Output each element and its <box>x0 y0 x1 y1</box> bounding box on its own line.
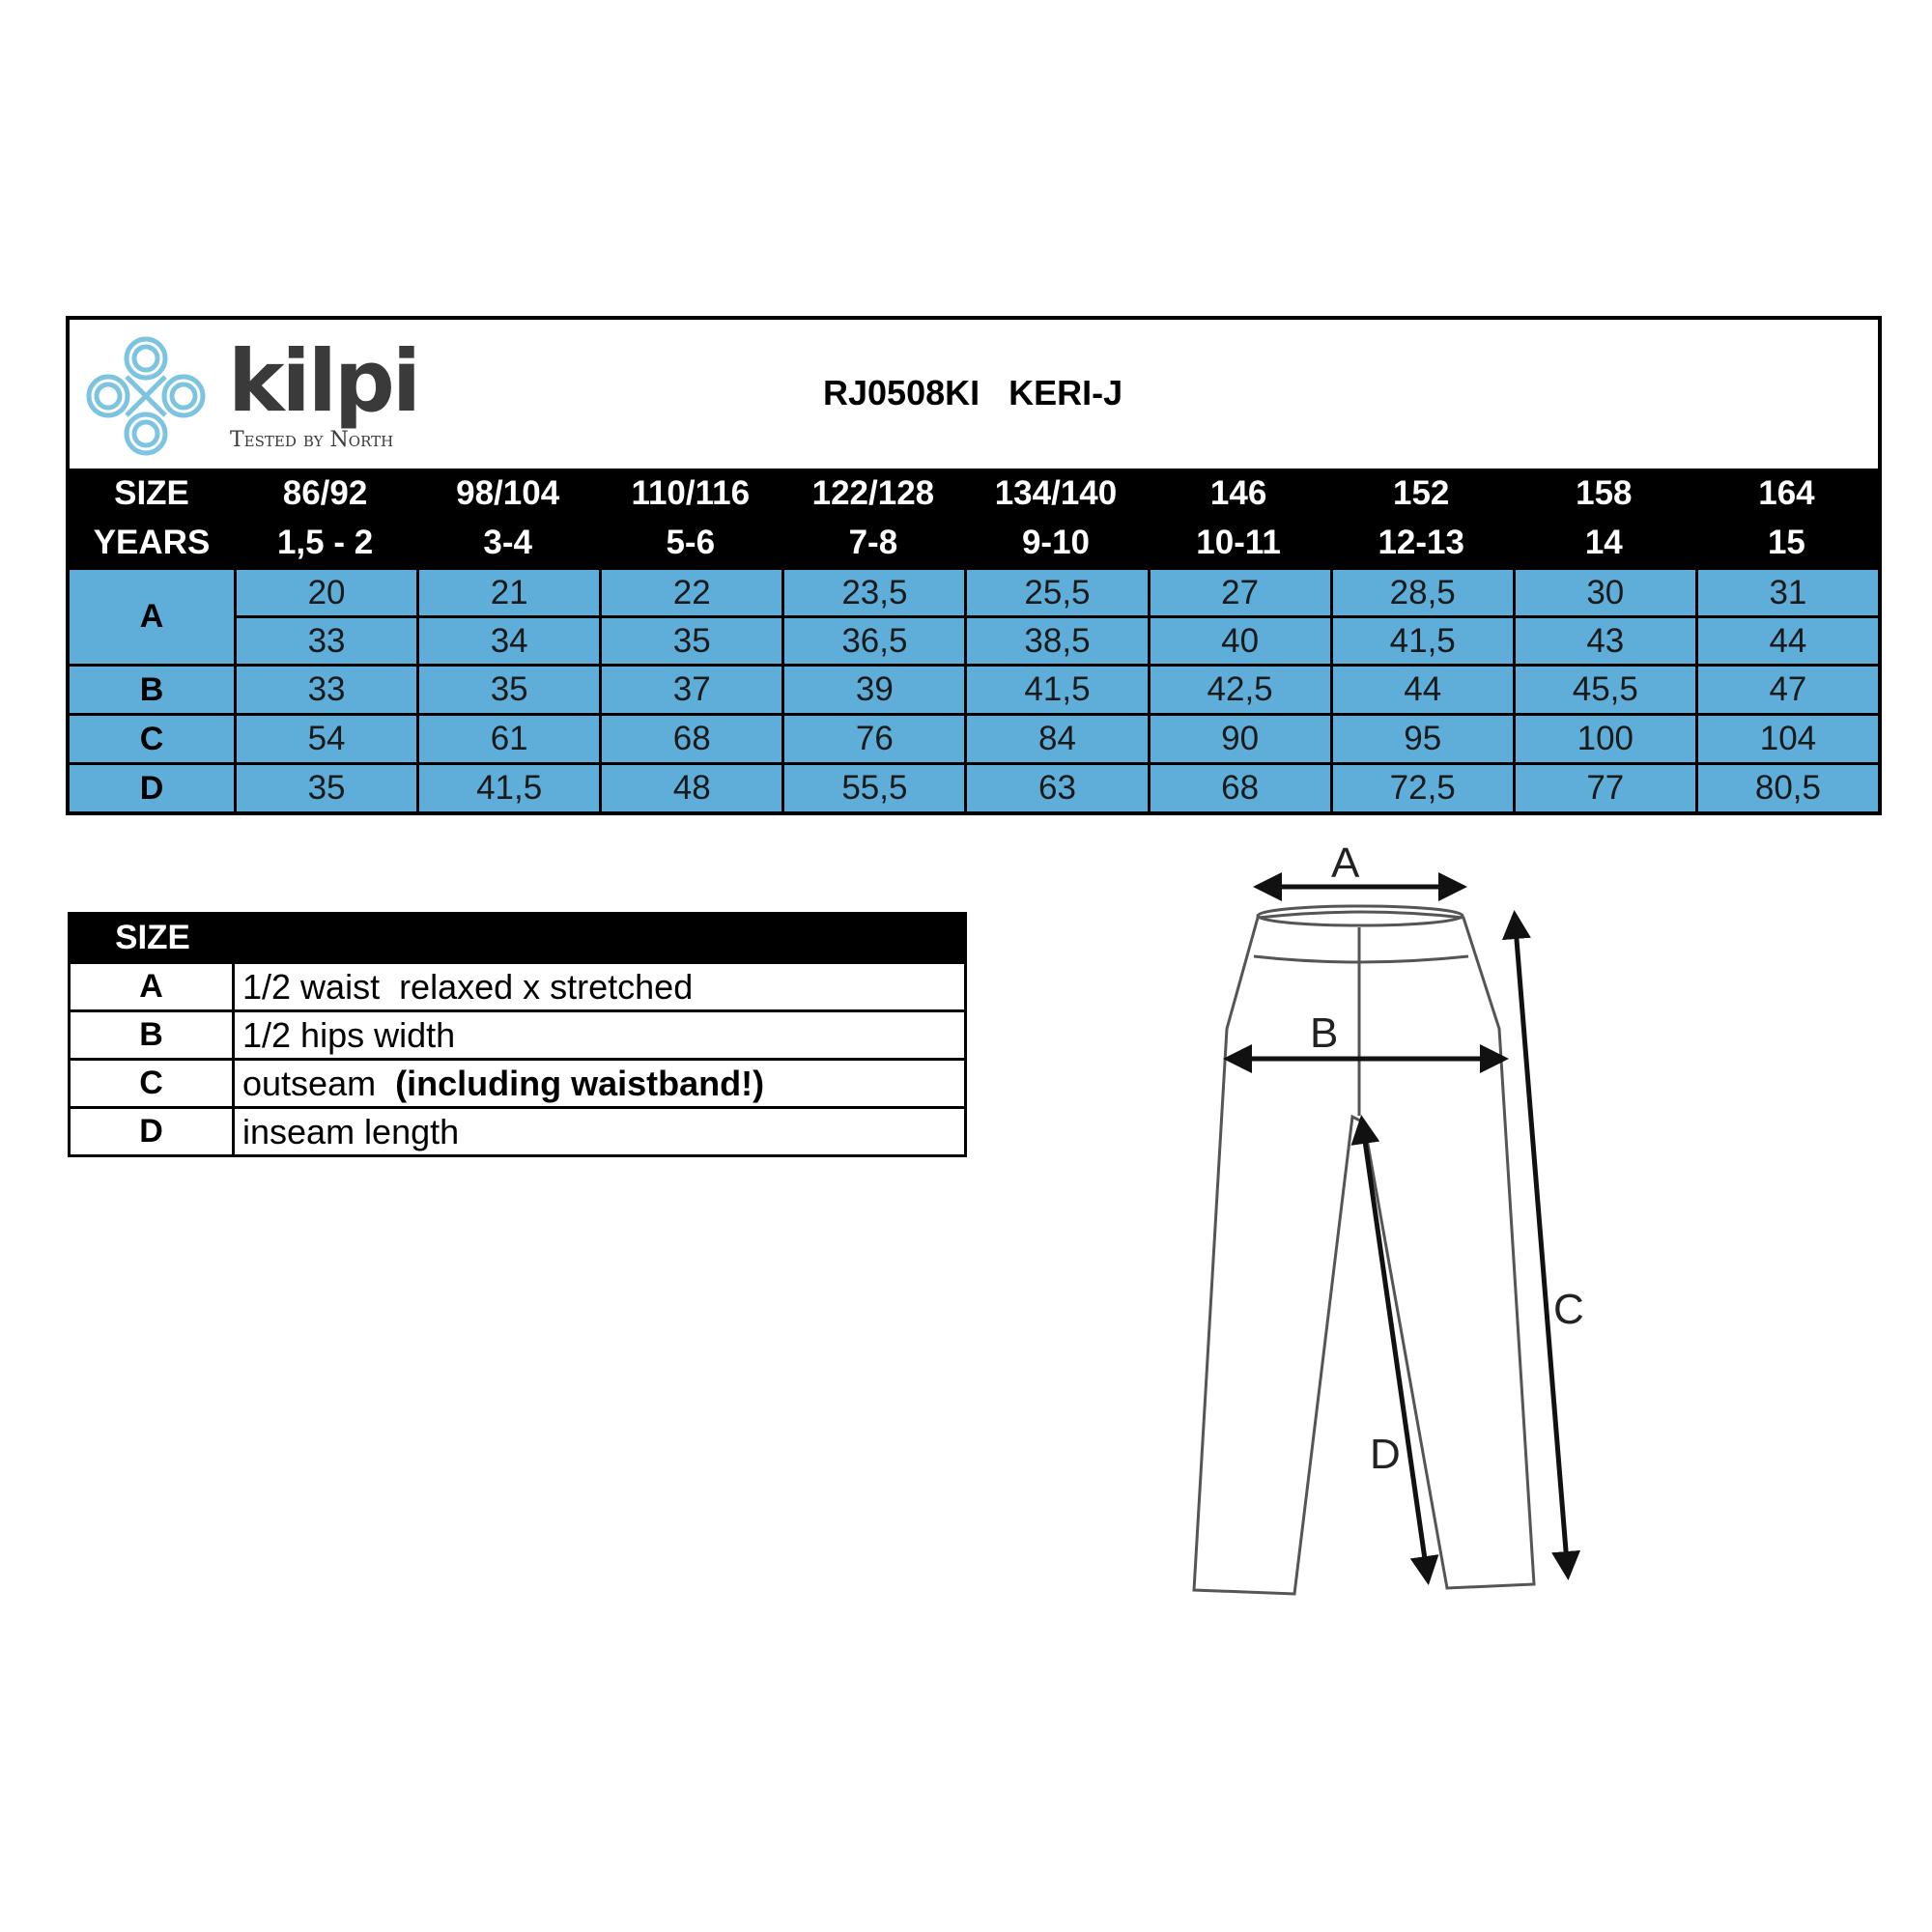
legend-text: 1/2 waist relaxed x stretched <box>242 966 694 1007</box>
legend-key: D <box>71 1109 235 1154</box>
years-header-label: YEARS <box>70 518 234 567</box>
table-cell: 84 <box>964 713 1147 762</box>
table-cell: 38,5 <box>964 615 1147 664</box>
table-cell: 21 <box>416 567 599 615</box>
pants-measurement-diagram <box>1159 840 1642 1613</box>
table-cell: 63 <box>964 762 1147 811</box>
table-cell: 43 <box>1513 615 1695 664</box>
outseam-arrow <box>1515 916 1568 1575</box>
table-cell: 77 <box>1513 762 1695 811</box>
legend-text: outseam (including waistband!) <box>242 1063 765 1103</box>
table-cell: 23,5 <box>781 567 964 615</box>
table-cell: 34 <box>416 615 599 664</box>
table-cell: 20 <box>234 567 416 615</box>
legend-key: A <box>71 964 235 1009</box>
table-cell: 33 <box>234 615 416 664</box>
column-size: 158 <box>1513 469 1695 518</box>
table-cell: 39 <box>781 664 964 713</box>
table-cell: 35 <box>234 762 416 811</box>
table-cell: 35 <box>416 664 599 713</box>
column-years: 9-10 <box>964 518 1147 567</box>
column-years: 7-8 <box>781 518 964 567</box>
table-cell: 25,5 <box>964 567 1147 615</box>
label-b: B <box>1310 1009 1339 1057</box>
size-grid <box>70 469 1878 811</box>
measurement-legend <box>68 912 967 1157</box>
row-label: C <box>70 713 234 762</box>
column-size: 134/140 <box>964 469 1147 518</box>
column-years: 1,5 - 2 <box>234 518 416 567</box>
table-cell: 95 <box>1330 713 1513 762</box>
pants-outline <box>1194 906 1534 1594</box>
table-cell: 45,5 <box>1513 664 1695 713</box>
column-size: 122/128 <box>781 469 964 518</box>
table-cell: 72,5 <box>1330 762 1513 811</box>
table-cell: 33 <box>234 664 416 713</box>
legend-text: 1/2 hips width <box>242 1014 456 1055</box>
table-cell: 37 <box>599 664 781 713</box>
label-d: D <box>1370 1431 1401 1478</box>
column-size: 98/104 <box>416 469 599 518</box>
legend-key: B <box>71 1012 235 1058</box>
label-a: A <box>1331 840 1360 887</box>
column-years: 3-4 <box>416 518 599 567</box>
table-cell: 47 <box>1695 664 1878 713</box>
legend-header-label: SIZE <box>115 919 190 956</box>
size-header-label: SIZE <box>70 469 234 518</box>
column-size: 110/116 <box>599 469 781 518</box>
label-c: C <box>1553 1286 1584 1333</box>
legend-row <box>71 1106 964 1154</box>
table-cell: 61 <box>416 713 599 762</box>
column-size: 86/92 <box>234 469 416 518</box>
column-size: 152 <box>1330 469 1513 518</box>
table-cell: 68 <box>599 713 781 762</box>
column-years: 5-6 <box>599 518 781 567</box>
table-cell: 27 <box>1148 567 1330 615</box>
column-size: 164 <box>1695 469 1878 518</box>
column-years: 10-11 <box>1148 518 1330 567</box>
legend-note: (including waistband!) <box>395 1063 765 1103</box>
table-cell: 41,5 <box>416 762 599 811</box>
table-cell: 41,5 <box>964 664 1147 713</box>
row-label: D <box>70 762 234 811</box>
legend-row <box>71 961 964 1009</box>
table-cell: 55,5 <box>781 762 964 811</box>
table-cell: 44 <box>1330 664 1513 713</box>
table-cell: 80,5 <box>1695 762 1878 811</box>
size-chart-table <box>66 316 1882 815</box>
legend-row <box>71 1009 964 1058</box>
inseam-arrow <box>1362 1121 1428 1579</box>
column-size: 146 <box>1148 469 1330 518</box>
table-cell: 22 <box>599 567 781 615</box>
product-name: KERI-J <box>1009 373 1123 412</box>
table-cell: 54 <box>234 713 416 762</box>
table-header-band <box>70 320 1878 469</box>
table-cell: 30 <box>1513 567 1695 615</box>
table-cell: 48 <box>599 762 781 811</box>
table-cell: 90 <box>1148 713 1330 762</box>
table-cell: 28,5 <box>1330 567 1513 615</box>
table-cell: 31 <box>1695 567 1878 615</box>
product-title <box>823 373 1122 413</box>
table-cell: 104 <box>1695 713 1878 762</box>
table-cell: 42,5 <box>1148 664 1330 713</box>
legend-row <box>71 1058 964 1106</box>
table-cell: 68 <box>1148 762 1330 811</box>
legend-text: inseam length <box>242 1111 460 1151</box>
table-cell: 35 <box>599 615 781 664</box>
celtic-knot-icon <box>83 333 209 459</box>
product-code: RJ0508KI <box>823 373 980 412</box>
table-cell: 40 <box>1148 615 1330 664</box>
column-years: 14 <box>1513 518 1695 567</box>
kilpi-logo <box>83 331 450 463</box>
table-cell: 41,5 <box>1330 615 1513 664</box>
legend-key: C <box>71 1061 235 1106</box>
column-years: 15 <box>1695 518 1878 567</box>
column-years: 12-13 <box>1330 518 1513 567</box>
row-label: A <box>70 567 234 664</box>
brand-name: kilpi <box>228 331 419 431</box>
row-label: B <box>70 664 234 713</box>
table-cell: 36,5 <box>781 615 964 664</box>
table-cell: 76 <box>781 713 964 762</box>
brand-tagline: Tested by North <box>230 428 394 452</box>
legend-header <box>71 915 964 961</box>
table-cell: 44 <box>1695 615 1878 664</box>
table-cell: 100 <box>1513 713 1695 762</box>
